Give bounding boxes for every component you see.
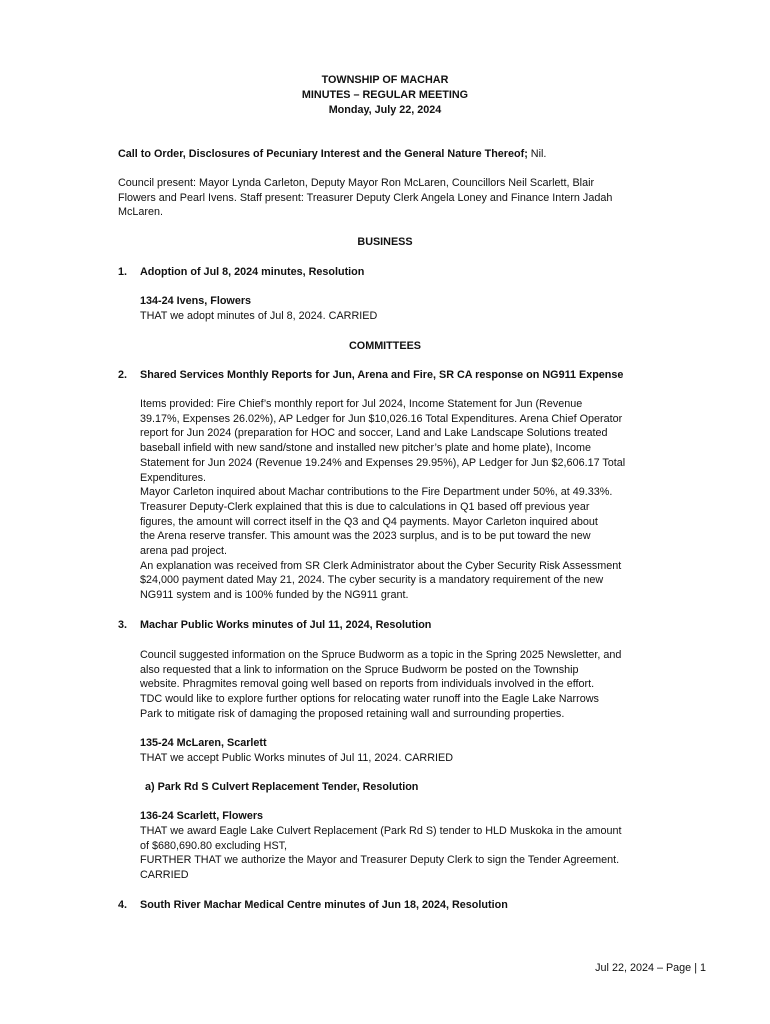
- item-2-line: An explanation was received from SR Clerk Administrator about the Cyber Security Risk Assessment: [140, 559, 622, 572]
- council-present-line: Flowers and Pearl Ivens. Staff present: Treasurer Deputy Clerk Angela Loney and Finance Intern Jadah: [118, 191, 613, 204]
- item-2-line: Items provided: Fire Chief’s monthly report for Jul 2024, Income Statement for Jun (Revenue: [140, 398, 583, 410]
- item-3-title: Machar Public Works minutes of Jul 11, 2024, Resolution: [140, 619, 432, 631]
- item-2-line: baseball infield with new sand/stone and installed new pitcher’s plate and home plate), Income: [140, 442, 591, 455]
- doc-title-minutes: MINUTES – REGULAR MEETING: [301, 89, 469, 101]
- item-3-number: 3.: [118, 619, 128, 631]
- item-1-number: 1.: [118, 266, 128, 278]
- item-2-line: 39.17%, Expenses 26.02%), AP Ledger for Jun $10,026.16 Total Expenditures. Arena Chief Operator: [140, 412, 623, 425]
- council-present-line: McLaren.: [118, 206, 164, 219]
- item-2-line: arena pad project.: [140, 545, 228, 558]
- item-2-line: $24,000 payment dated May 21, 2024. The cyber security is a mandatory requirement of the new: [140, 574, 604, 587]
- resolution-135-24-id: 135-24 McLaren, Scarlett: [140, 737, 267, 749]
- resolution-136-24-line: CARRIED: [140, 869, 189, 882]
- item-3-line: TDC would like to explore further options for relocating water runoff into the Eagle Lake Narrows: [140, 693, 599, 706]
- item-2-title: Shared Services Monthly Reports for Jun, Arena and Fire, SR CA response on NG911 Expense: [140, 369, 624, 381]
- item-2-line: NG911 system and is 100% funded by the NG911 grant.: [140, 589, 409, 602]
- resolution-136-24-line: of $680,690.80 excluding HST,: [140, 839, 288, 852]
- call-to-order-label: Call to Order, Disclosures of Pecuniary Interest and the General Nature Thereof;: [118, 148, 528, 160]
- resolution-136-24-line: FURTHER THAT we authorize the Mayor and Treasurer Deputy Clerk to sign the Tender Agreement.: [140, 854, 620, 867]
- doc-title-date: Monday, July 22, 2024: [328, 104, 442, 116]
- item-4-number: 4.: [118, 899, 128, 911]
- item-3a-title: a) Park Rd S Culvert Replacement Tender, Resolution: [145, 781, 419, 793]
- resolution-134-24-text: THAT we adopt minutes of Jul 8, 2024. CARRIED: [140, 310, 378, 322]
- item-2-line: Statement for Jun 2024 (Revenue 19.24% and Expenses 29.95%), AP Ledger for Jun $2,606.17 Total: [140, 456, 626, 469]
- item-2-line: report for Jun 2024 (preparation for HOC and soccer, Land and Lake Landscape Solutions treated: [140, 427, 608, 440]
- page-footer: Jul 22, 2024 – Page | 1: [595, 962, 706, 974]
- item-2-line: Mayor Carleton inquired about Machar contributions to the Fire Department under 50%, at 49.33%.: [140, 486, 613, 499]
- item-2-number: 2.: [118, 369, 128, 381]
- council-present-line: Council present: Mayor Lynda Carleton, Deputy Mayor Ron McLaren, Councillors Neil Scarlett, Blair: [118, 177, 595, 189]
- business-heading: BUSINESS: [357, 236, 413, 248]
- doc-title-township: TOWNSHIP OF MACHAR: [321, 74, 449, 86]
- item-2-line: the Arena reserve transfer. This amount was the 2023 surplus, and is to be put toward the new: [140, 530, 591, 543]
- resolution-135-24-text: THAT we accept Public Works minutes of Jul 11, 2024. CARRIED: [140, 752, 454, 764]
- item-2-line: figures, the amount will correct itself in the Q3 and Q4 payments. Mayor Carleton inquired about: [140, 515, 598, 528]
- item-2-line: Treasurer Deputy-Clerk explained that this is due to calculations in Q1 based off previous year: [140, 500, 590, 513]
- item-3-line: Park to mitigate risk of damaging the proposed retaining wall and surrounding properties.: [140, 707, 565, 720]
- call-to-order-value: Nil.: [527, 148, 547, 160]
- resolution-136-24-line: THAT we award Eagle Lake Culvert Replacement (Park Rd S) tender to HLD Muskoka in the amount: [140, 825, 622, 837]
- item-2-line: Expenditures.: [140, 471, 207, 484]
- item-3-line: also requested that a link to information on the Spruce Budworm be posted on the Township: [140, 663, 579, 676]
- council-present: [118, 176, 688, 220]
- item-3-body: [140, 648, 710, 722]
- item-3-line: Council suggested information on the Spruce Budworm as a topic in the Spring 2025 Newsletter, and: [140, 649, 622, 661]
- committees-heading: COMMITTEES: [349, 340, 421, 352]
- call-to-order: [118, 147, 546, 162]
- resolution-136-24-id: 136-24 Scarlett, Flowers: [140, 810, 264, 822]
- item-4-title: South River Machar Medical Centre minutes of Jun 18, 2024, Resolution: [140, 899, 508, 911]
- item-1-title: Adoption of Jul 8, 2024 minutes, Resolution: [140, 266, 365, 278]
- item-2-body: [140, 397, 710, 603]
- resolution-136-24-body: [140, 824, 710, 883]
- item-3-line: website. Phragmites removal going well based on reports from individuals involved in the effort.: [140, 678, 595, 691]
- resolution-134-24-id: 134-24 Ivens, Flowers: [140, 295, 252, 307]
